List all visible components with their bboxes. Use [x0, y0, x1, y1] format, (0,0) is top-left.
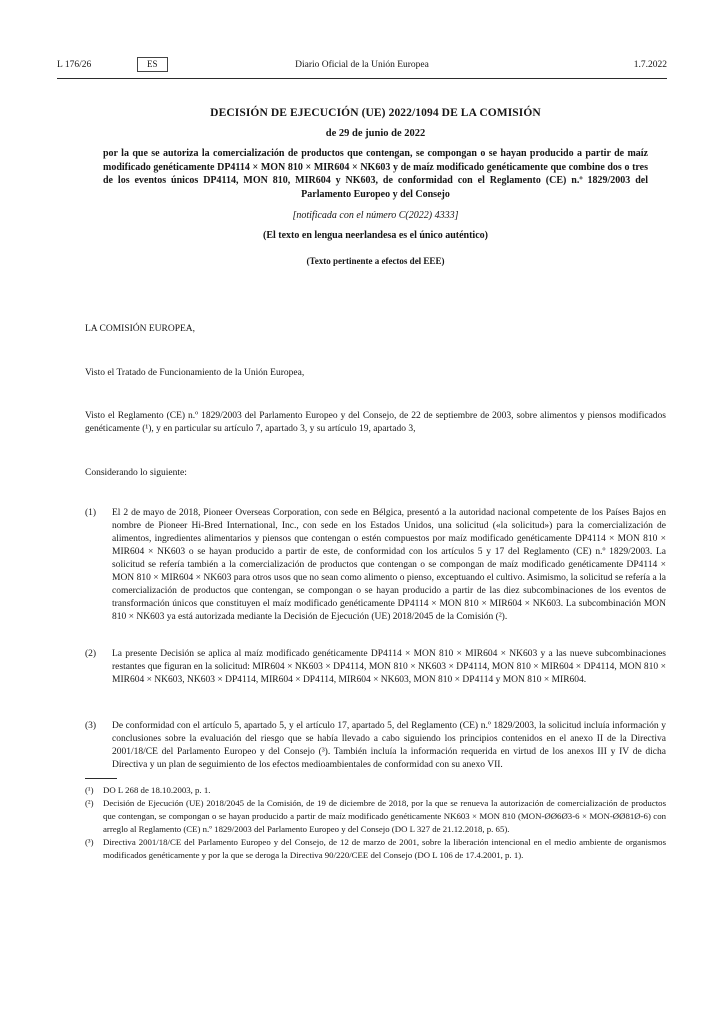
decision-title: DECISIÓN DE EJECUCIÓN (UE) 2022/1094 DE LA COMISIÓN: [210, 107, 541, 119]
recital-text: La presente Decisión se aplica al maíz modificado genéticamente DP4114 × MON 810 × MIR604 × NK603 y a las nueve subcombinaciones restantes que figuran en la solicitud: MIR604 × NK603 × DP4114, MON 810 × NK603 × DP4114, MON 810 × MIR604 × DP4114, MON 810 × MIR604 × NK603, NK603 × DP4114, MIR604 × DP4114, MIR604 × NK603, MON 810 × DP4114 y MON 810 × MIR604.: [112, 649, 666, 685]
footnotes-section: [85, 784, 666, 862]
footnote-divider: [85, 778, 117, 779]
notification-number: [notificada con el número C(2022) 4333]: [292, 210, 459, 221]
decision-date: de 29 de junio de 2022: [325, 128, 426, 139]
journal-header: [57, 58, 667, 74]
recital-number: (2): [85, 649, 97, 659]
footnote-3: [85, 836, 666, 862]
citation-regulation: Visto el Reglamento (CE) n.º 1829/2003 del Parlamento Europeo y del Consejo, de 22 de septiembre de 2003, sobre alimentos y piensos modificados genéticamente (¹), y en particular su artículo 7, apartado 3, y su artículo 19, apartado 3,: [85, 411, 666, 434]
footnote-text: Directiva 2001/18/CE del Parlamento Europeo y del Consejo, de 12 de marzo de 2001, sobre la liberación intencional en el medio ambiente de organismos modificados genéticamente y por la que se deroga la Directiva 90/220/CEE del Consejo (DO L 106 de 17.4.2001, p. 1).: [103, 837, 666, 860]
decision-body: [85, 323, 666, 772]
document-content: [85, 107, 666, 862]
footnote-marker: (²): [85, 798, 94, 808]
page-reference: L 176/26: [57, 60, 92, 70]
footnote-text: Decisión de Ejecución (UE) 2018/2045 de la Comisión, de 19 de diciembre de 2018, por la que se renueva la autorización de comercialización de productos que contengan, se compongan o se hayan producido a partir de maíz modificado genéticamente NK603 × MON 810 (MON-ØØ6Ø3-6 × MON-ØØ81Ø-6) con arreglo al Reglamento (CE) n.º 1829/2003 del Parlamento Europeo y del Consejo (DO L 327 de 21.12.2018, p. 65).: [103, 798, 666, 834]
recital-text: De conformidad con el artículo 5, apartado 5, y el artículo 17, apartado 5, del Reglamento (CE) n.º 1829/2003, la solicitud incluía información y conclusiones sobre la evaluación del riesgo que se había llevado a cabo siguiendo los principios contenidos en el anexo II de la Directiva 2001/18/CE del Parlamento Europeo y del Consejo (³). También incluía la información requerida en virtud de los anexos III y IV de dicha Directiva y un plan de seguimiento de los efectos medioambientales de conformidad con su anexo VII.: [112, 721, 666, 770]
footnote-2: [85, 797, 666, 836]
issue-date: 1.7.2022: [633, 60, 667, 70]
recital-text: El 2 de mayo de 2018, Pioneer Overseas Corporation, con sede en Bélgica, presentó a la autoridad nacional competente de los Países Bajos en nombre de Pioneer Hi-Bred International, Inc., con sede en los Estados Unidos, una solicitud («la solicitud») para la comercialización de alimentos, ingredientes alimentarios y piensos que contengan o estén compuestos por maíz modificado genéticamente DP4114 × MON 810 × MIR604 × NK603 o se hayan producido a partir de este, de conformidad con los artículos 5 y 17 del Reglamento (CE) n.º 1829/2003. La solicitud se refería también a la comercialización de productos que contengan o se compongan de maíz modificado genéticamente DP4114 × MON 810 × MIR604 × NK603 para otros usos que no sean como alimento o pienso, exceptuando el cultivo. Asimismo, la solicitud se refería a la comercialización de productos que contengan, se compongan o se hayan producido a partir de las diez subcombinaciones de los eventos de transformación únicos que constituyen el maíz modificado genéticamente DP4114 × MON 810 × MIR604 × NK603. La subcombinación MON 810 × NK603 ya está autorizada mediante la Decisión de Ejecución (UE) 2018/2045 de la Comisión (²).: [112, 508, 666, 622]
footnote-marker: (¹): [85, 785, 94, 795]
decision-subject: por la que se autoriza la comercialización de productos que contengan, se compongan o se hayan producido a partir de maíz modificado genéticamente DP4114 × MON 810 × MIR604 × NK603 y de maíz modificado genéticamente que combine dos o tres de los eventos únicos DP4114, MON 810, MIR604 y NK603, de conformidad con el Reglamento (CE) n.º 1829/2003 del Parlamento Europeo y del Consejo: [103, 148, 648, 200]
recital-1: [85, 507, 666, 624]
authentic-language-note: (El texto en lengua neerlandesa es el único auténtico): [263, 230, 488, 241]
footnote-1: [85, 784, 666, 797]
eea-relevance-note: (Texto pertinente a efectos del EEE): [306, 256, 445, 266]
recital-number: (1): [85, 508, 97, 518]
citation-treaty: Visto el Tratado de Funcionamiento de la Unión Europea,: [85, 368, 305, 378]
recital-3: [85, 720, 666, 772]
recitals-intro: Considerando lo siguiente:: [85, 468, 187, 478]
footnote-marker: (³): [85, 837, 94, 847]
header-divider: [57, 78, 667, 79]
footnote-text: DO L 268 de 18.10.2003, p. 1.: [103, 785, 211, 795]
journal-title: Diario Oficial de la Unión Europea: [295, 60, 429, 70]
opening-formula: LA COMISIÓN EUROPEA,: [85, 324, 196, 334]
recital-number: (3): [85, 721, 97, 731]
language-badge: ES: [137, 57, 168, 72]
recital-2: [85, 648, 666, 687]
